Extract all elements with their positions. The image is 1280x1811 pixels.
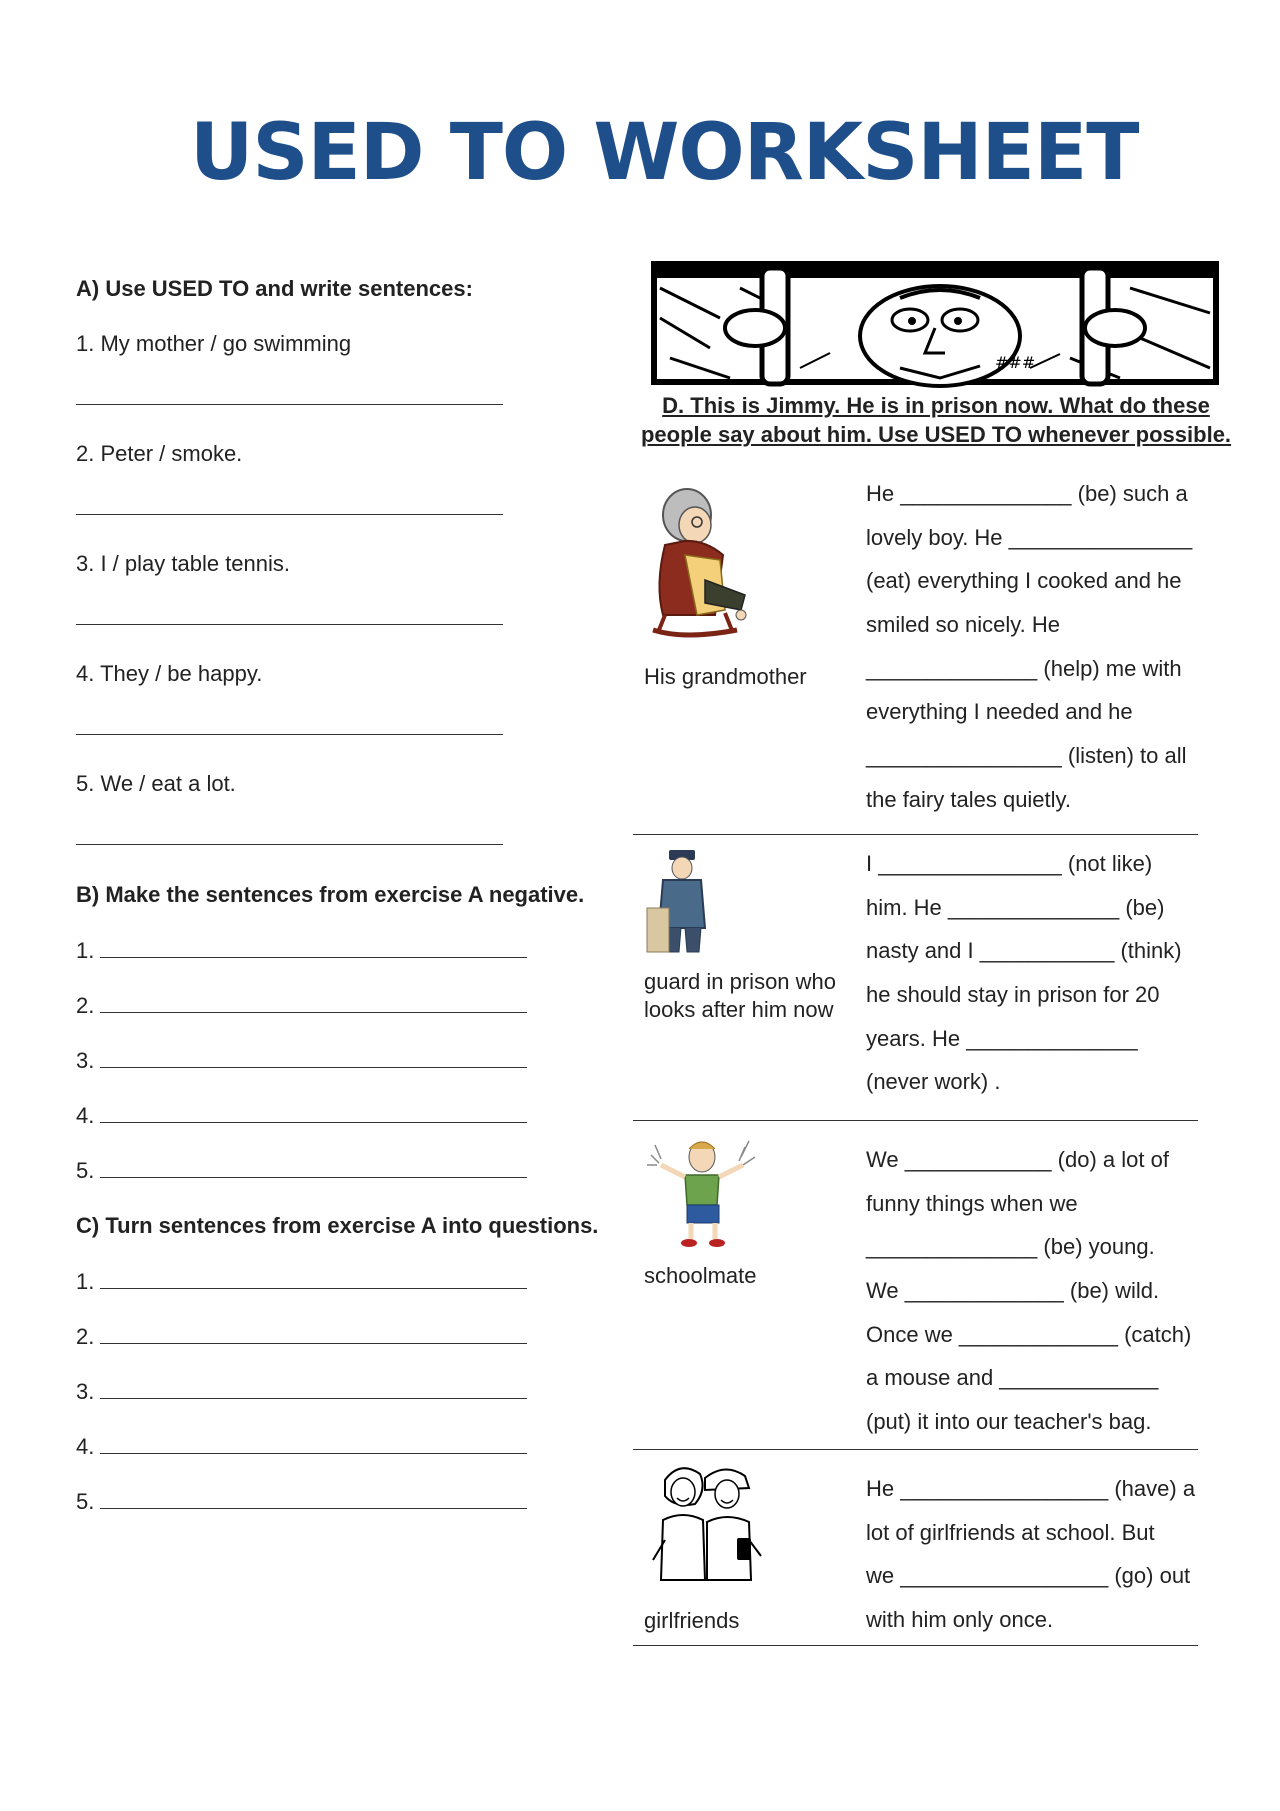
row-number: 2. <box>76 1324 95 1349</box>
section-c-row-4[interactable] <box>76 1435 527 1458</box>
row-number: 5. <box>76 1158 95 1183</box>
section-a-item-1: 1. My mother / go swimming <box>76 331 352 356</box>
section-b-row-5[interactable] <box>76 1159 527 1182</box>
paragraph-girlfriends <box>866 1467 1195 1642</box>
jimmy-prison-illustration <box>650 258 1222 390</box>
row-number: 1. <box>76 1269 95 1294</box>
para-line: the fairy tales quietly. <box>866 786 1072 812</box>
section-a-item-5: 5. We / eat a lot. <box>76 771 236 796</box>
para-line: we _________________ (go) out <box>866 1563 1191 1589</box>
answer-line-a1[interactable] <box>76 404 503 405</box>
para-line: ________________ (listen) to all <box>866 743 1187 769</box>
para-line: he should stay in prison for 20 <box>866 982 1160 1008</box>
caption-guard-line2: looks after him now <box>644 997 834 1022</box>
answer-line-a4[interactable] <box>76 734 503 735</box>
section-a-item-3: 3. I / play table tennis. <box>76 551 291 576</box>
para-line: nasty and I ___________ (think) <box>866 938 1182 964</box>
guard-illustration <box>645 848 725 956</box>
section-divider <box>633 1645 1198 1646</box>
row-number: 3. <box>76 1379 95 1404</box>
row-number: 1. <box>76 938 95 963</box>
section-c-row-2[interactable] <box>76 1325 527 1348</box>
section-b-row-4[interactable] <box>76 1104 527 1127</box>
section-divider <box>633 1120 1198 1121</box>
section-c-row-5[interactable] <box>76 1490 527 1513</box>
para-line: We _____________ (be) wild. <box>866 1278 1160 1304</box>
section-c-heading: C) Turn sentences from exercise A into questions. <box>76 1213 599 1238</box>
para-line: (put) it into our teacher's bag. <box>866 1409 1152 1435</box>
row-number: 3. <box>76 1048 95 1073</box>
section-divider <box>633 834 1198 835</box>
para-line: (never work) . <box>866 1069 1001 1095</box>
section-c-row-1[interactable] <box>76 1270 527 1293</box>
para-line: I _______________ (not like) <box>866 851 1153 876</box>
caption-guard-line1: guard in prison who <box>644 969 837 994</box>
section-divider <box>633 1449 1198 1450</box>
caption-girlfriends: girlfriends <box>644 1608 740 1633</box>
section-b-heading: B) Make the sentences from exercise A negative. <box>76 882 585 907</box>
para-line: We ____________ (do) a lot of <box>866 1147 1169 1172</box>
para-line: funny things when we <box>866 1190 1078 1216</box>
section-d-heading-line1: D. This is Jimmy. He is in prison now. What do these <box>662 393 1210 418</box>
para-line: years. He ______________ <box>866 1025 1138 1051</box>
para-line: ______________ (be) young. <box>866 1234 1155 1260</box>
para-line: lot of girlfriends at school. But <box>866 1519 1155 1545</box>
girlfriends-illustration <box>645 1460 770 1590</box>
section-b-row-1[interactable] <box>76 939 527 962</box>
para-line: Once we _____________ (catch) <box>866 1321 1192 1347</box>
row-number: 4. <box>76 1434 95 1459</box>
section-a-item-2: 2. Peter / smoke. <box>76 441 243 466</box>
para-line: with him only once. <box>866 1607 1054 1633</box>
caption-grandmother: His grandmother <box>644 664 807 689</box>
row-number: 4. <box>76 1103 95 1128</box>
svg-text:###: ### <box>995 353 1036 372</box>
para-line: He ______________ (be) such a <box>866 481 1188 506</box>
para-line: (eat) everything I cooked and he <box>866 568 1182 594</box>
para-line: lovely boy. He _______________ <box>866 524 1193 550</box>
row-number: 2. <box>76 993 95 1018</box>
paragraph-schoolmate <box>866 1138 1191 1444</box>
section-a-item-4: 4. They / be happy. <box>76 661 263 686</box>
para-line: ______________ (help) me with <box>866 655 1182 681</box>
row-number: 5. <box>76 1489 95 1514</box>
caption-schoolmate: schoolmate <box>644 1263 757 1288</box>
para-line: everything I needed and he <box>866 699 1133 725</box>
section-b-row-3[interactable] <box>76 1049 527 1072</box>
para-line: He _________________ (have) a <box>866 1476 1196 1501</box>
answer-line-a5[interactable] <box>76 844 503 845</box>
para-line: a mouse and _____________ <box>866 1365 1159 1391</box>
grandmother-illustration <box>645 485 760 645</box>
paragraph-guard <box>866 842 1182 1104</box>
section-d-heading-line2: people say about him. Use USED TO whenever possible. <box>640 422 1232 447</box>
answer-line-a2[interactable] <box>76 514 503 515</box>
section-b-row-2[interactable] <box>76 994 527 1017</box>
paragraph-grandmother <box>866 472 1192 822</box>
para-line: him. He ______________ (be) <box>866 894 1165 920</box>
para-line: smiled so nicely. He <box>866 612 1060 638</box>
page-title: USED TO WORKSHEET <box>190 108 1139 198</box>
section-a-heading: A) Use USED TO and write sentences: <box>76 276 473 301</box>
answer-line-a3[interactable] <box>76 624 503 625</box>
schoolmate-illustration <box>645 1135 760 1250</box>
section-c-row-3[interactable] <box>76 1380 527 1403</box>
